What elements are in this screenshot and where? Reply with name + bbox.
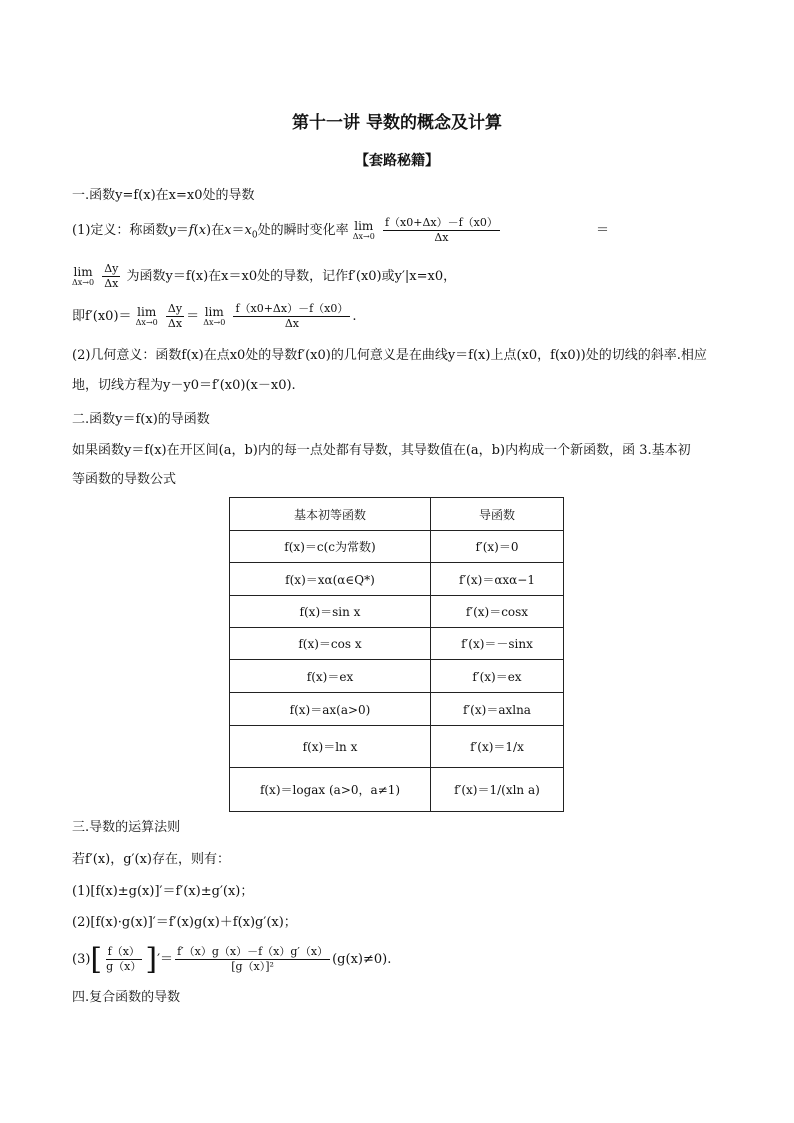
table-row xyxy=(230,531,564,563)
table-row xyxy=(230,660,564,693)
table-cell: f(x)＝cos x xyxy=(230,628,431,660)
difference-quotient: $\frac{f(x0+\Delta x)-f(x0)}{\Delta x}$ xyxy=(384,216,498,244)
table-cell: f(x)＝xα(α∈Q*) xyxy=(230,563,431,596)
table-cell: f(x)＝logax (a>0，a≠1) xyxy=(230,768,431,812)
rule-product: (2)[f(x)·g(x)]′＝f′(x)g(x)＋f(x)g′(x)； xyxy=(72,915,297,930)
table-row xyxy=(230,563,564,596)
table-cell: f′(x)＝cosx xyxy=(431,596,564,628)
table-row xyxy=(230,628,564,660)
sec2-para-2: 等函数的导数公式 xyxy=(72,472,177,487)
sec3-heading: 三.导数的运算法则 xyxy=(72,820,181,835)
header-basic-function: 基本初等函数 xyxy=(230,498,431,531)
derivative-table xyxy=(229,497,564,812)
table-row xyxy=(230,768,564,812)
sec2-para-1: 如果函数y＝f(x)在开区间(a，b)内的每一点处都有导数，其导数值在(a，b)内构成一个新函数，函 3.基本初 xyxy=(72,443,691,458)
definition-line-3: 即f′(x0)＝ lim Δx→0 $\frac{\Delta y}{\Delta x}$ ＝ lim Δx→0 $\frac{f(x0+\Delta x)-f(x0)}{\Delta x}$ . xyxy=(72,302,357,330)
table-cell: f′(x)＝ex xyxy=(431,660,564,693)
quotient-rule-fraction: $\frac{f'(x)g(x)-f(x)g'(x)}{\text{[g（x）]²}}$ xyxy=(177,945,329,973)
table-cell: f(x)＝ex xyxy=(230,660,431,693)
table-cell: f′(x)＝αxα−1 xyxy=(431,563,564,596)
quotient-bracket: [ $\frac{f(x)}{g(x)}$ ] xyxy=(90,941,158,977)
table-cell: f′(x)＝1/x xyxy=(431,726,564,768)
def-mid: 在 xyxy=(211,223,225,238)
def3-prefix: 即f′(x0)＝ xyxy=(72,309,132,324)
table-row xyxy=(230,726,564,768)
geometric-meaning-2: 地，切线方程为y－y0＝f′(x0)(x－x0). xyxy=(72,378,296,393)
rule-sum: (1)[f(x)±g(x)]′＝f′(x)±g′(x)； xyxy=(72,884,254,899)
table-cell: f′(x)＝－sinx xyxy=(431,628,564,660)
table-cell: f(x)＝ax(a>0) xyxy=(230,693,431,726)
table-cell: f′(x)＝0 xyxy=(431,531,564,563)
header-derivative: 导函数 xyxy=(431,498,564,531)
limit-symbol-2: lim Δx→0 xyxy=(72,264,95,287)
table-cell: f′(x)＝1/(xln a) xyxy=(431,768,564,812)
dy-dx-fraction: $\frac{\Delta y}{\Delta x}$ xyxy=(104,262,119,290)
sec2-heading: 二.函数y＝f(x)的导函数 xyxy=(72,412,210,427)
rule-quotient: (3) [ $\frac{f(x)}{g(x)}$ ] ′＝ $\frac{f'(x)g(x)-f(x)g'(x)}{\text{[g（x）]²}}$ (g(x)≠0). xyxy=(72,941,392,977)
table-cell: f′(x)＝axlna xyxy=(431,693,564,726)
sec4-heading: 四.复合函数的导数 xyxy=(72,990,181,1005)
page-title: 第十一讲 导数的概念及计算 xyxy=(292,113,502,133)
def-prefix: (1)定义：称函数 xyxy=(72,223,169,238)
table-row xyxy=(230,596,564,628)
def-mid2: 处的瞬时变化率 xyxy=(257,223,349,238)
sec3-intro: 若f′(x)，g′(x)存在，则有： xyxy=(72,852,230,867)
limit-symbol: lim Δx→0 xyxy=(352,218,375,241)
table-cell: f(x)＝ln x xyxy=(230,726,431,768)
table-cell: f(x)＝c(c为常数) xyxy=(230,531,431,563)
table-header-row xyxy=(230,498,564,531)
definition-line-2 xyxy=(72,262,456,291)
section-subtitle: 【套路秘籍】 xyxy=(355,153,439,169)
table-row xyxy=(230,693,564,726)
def2-text: 为函数y＝f(x)在x＝x0处的导数，记作f′(x0)或y′|x=x0， xyxy=(126,269,457,284)
definition-line: (1)定义：称函数y＝f(x)在$x=x_0$处的瞬时变化率 lim Δx→0 $\frac{f(x0+\Delta x)-f(x0)}{\Delta x}$ ＝ xyxy=(72,216,610,244)
table-cell: f(x)＝sin x xyxy=(230,596,431,628)
geometric-meaning-1: (2)几何意义：函数f(x)在点x0处的导数f′(x0)的几何意义是在曲线y＝f(x)上点(x0，f(x0))处的切线的斜率.相应 xyxy=(72,348,707,363)
sec1-heading: 一.函数y=f(x)在x=x0处的导数 xyxy=(72,188,255,203)
